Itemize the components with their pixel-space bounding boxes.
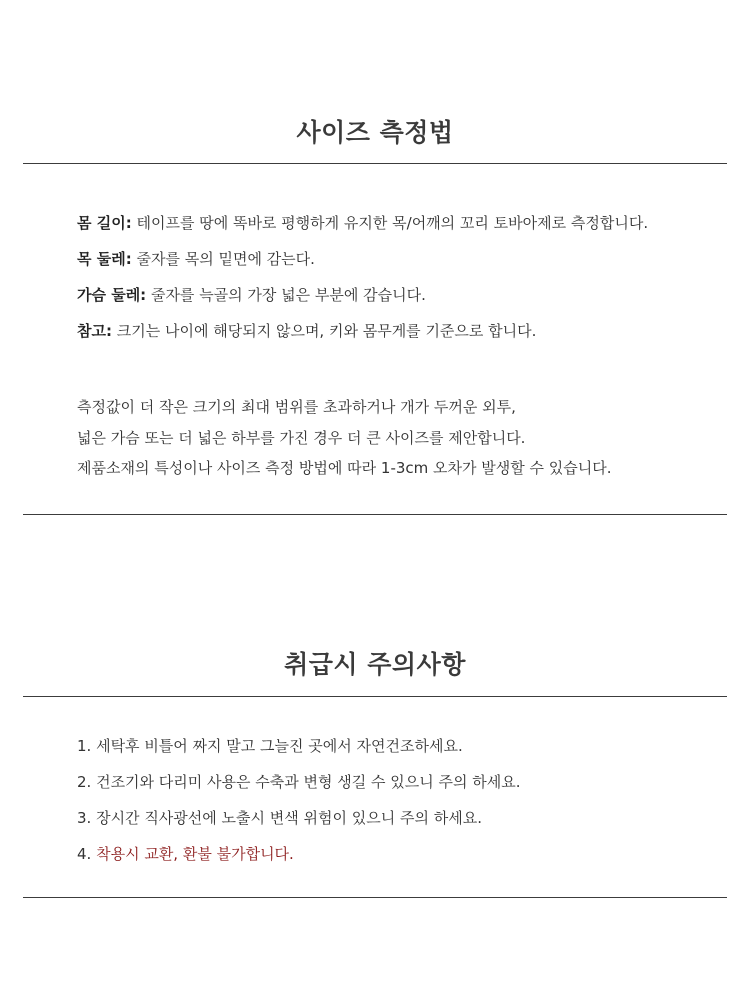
- measure-item-label: 참고:: [77, 322, 112, 340]
- measure-item-text: 줄자를 목의 밑면에 감는다.: [131, 250, 315, 268]
- care-item: 2. 건조기와 다리미 사용은 수축과 변형 생길 수 있으니 주의 하세요.: [77, 773, 521, 791]
- care-item: 3. 장시간 직사광선에 노출시 변색 위험이 있으니 주의 하세요.: [77, 809, 482, 827]
- care-item: 1. 세탁후 비틀어 짜지 말고 그늘진 곳에서 자연건조하세요.: [77, 737, 463, 755]
- measure-note-line: 측정값이 더 작은 크기의 최대 범위를 초과하거나 개가 두꺼운 외투,: [77, 398, 516, 416]
- divider-mid: [23, 514, 727, 515]
- measure-item-label: 가슴 둘레:: [77, 286, 147, 304]
- measure-item-label: 목 둘레:: [77, 250, 132, 268]
- measure-item-note: [77, 321, 536, 341]
- measure-item-label: 몸 길이:: [77, 214, 132, 232]
- size-measure-title: 사이즈 측정법: [296, 118, 454, 147]
- measure-note-line: 넓은 가슴 또는 더 넓은 하부를 가진 경우 더 큰 사이즈를 제안합니다.: [77, 429, 526, 447]
- care-title: 취급시 주의사항: [284, 650, 466, 679]
- measure-item-neck: [77, 249, 315, 269]
- measure-item-text: 크기는 나이에 해당되지 않으며, 키와 몸무게를 기준으로 합니다.: [111, 322, 537, 340]
- measure-item-text: 테이프를 땅에 똑바로 평행하게 유지한 목/어깨의 꼬리 토바아제로 측정합니다.: [131, 214, 649, 232]
- care-item-warning-text: 착용시 교환, 환불 불가합니다.: [96, 845, 294, 863]
- measure-item-chest: [77, 285, 426, 305]
- measure-note-line: 제품소재의 특성이나 사이즈 측정 방법에 따라 1-3cm 오차가 발생할 수 있습니다.: [77, 459, 612, 477]
- measure-item-body-length: [77, 213, 648, 233]
- divider-bottom: [23, 897, 727, 898]
- care-item-warning: [77, 844, 294, 864]
- divider-top: [23, 163, 727, 164]
- measure-item-text: 줄자를 늑골의 가장 넓은 부분에 감습니다.: [146, 286, 426, 304]
- care-item-warning-number: 4.: [77, 845, 97, 863]
- divider-care: [23, 696, 727, 697]
